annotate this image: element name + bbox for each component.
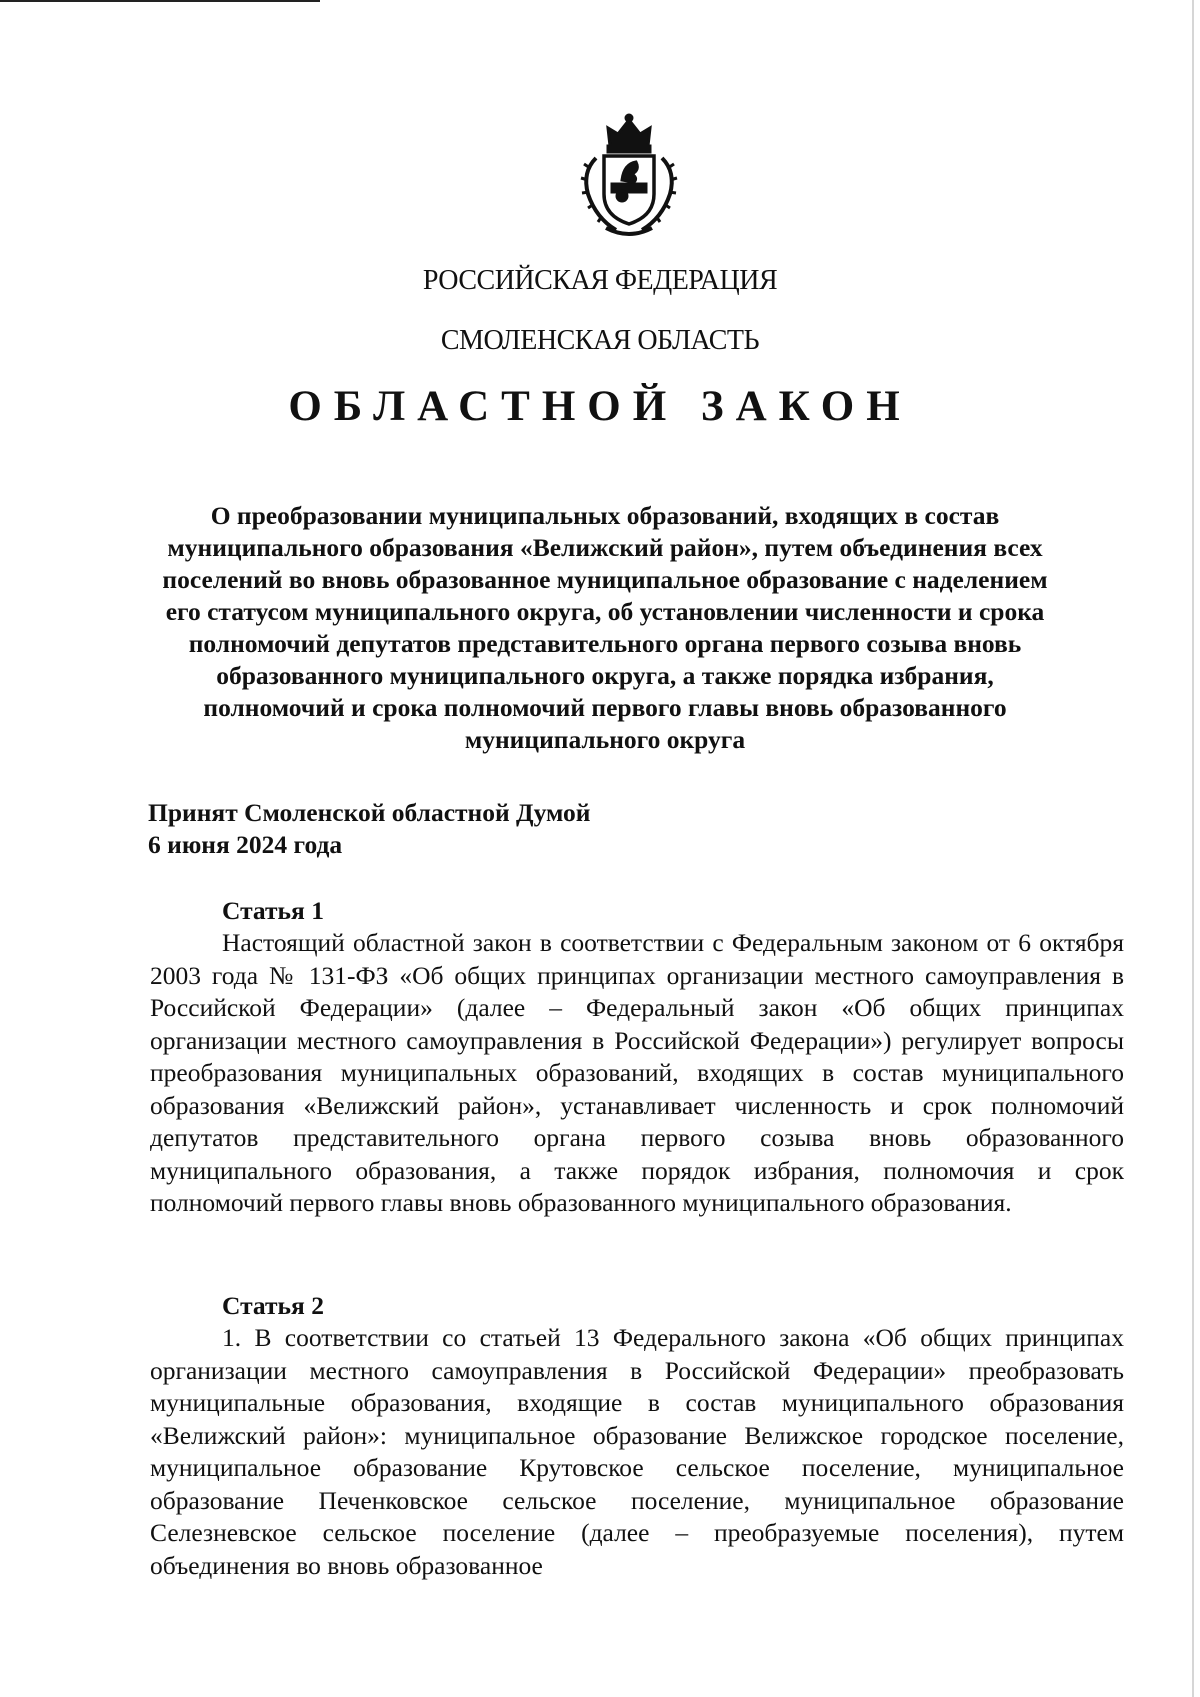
adopted-date: 6 июня 2024 года	[148, 830, 343, 859]
adopted-by: Принят Смоленской областной Думой	[148, 798, 591, 827]
document-type-title: ОБЛАСТНОЙ ЗАКОН	[288, 383, 912, 430]
law-title: О преобразовании муниципальных образований, входящих в состав муниципального образования «Велижский район», путем объединения всех поселений во вновь образованное муниципальное образование с наделением его статусом муниципального округа, об установлении численности и срока полномочий депутатов представительного органа первого созыва вновь образованного муниципального округа, а также порядка избрания, полномочий и срока полномочий первого главы вновь образованного муниципального округа	[162, 501, 1048, 754]
scan-edge-line	[0, 0, 320, 2]
article-text: 1. В соответствии со статьей 13 Федерального закона «Об общих принципах организации местного самоуправления в Российской Федерации» преобразовать муниципальные образования, входящие в состав муниципального образования «Велижский район»: муниципальное образование Велижское городское поселение, муниципальное образование Крутовское сельское поселение, муниципальное образование Печенковское сельское поселение, муниципальное образование Селезневское сельское поселение (далее – преобразуемые поселения), путем объединения во вновь образованное	[150, 1323, 1124, 1580]
article-heading: Статья 2	[222, 1291, 324, 1320]
article-text: Настоящий областной закон в соответствии с Федеральным законом от 6 октября 2003 года № 131-ФЗ «Об общих принципах организации местного самоуправления в Российской Федерации» (далее – Федеральный закон «Об общих принципах организации местного самоуправления в Российской Федерации») регулирует вопросы преобразования муниципальных образований, входящих в состав муниципального образования «Велижский район», устанавливает численность и срок полномочий депутатов представительного органа первого созыва вновь образованного муниципального образования, а также порядок избрания, полномочия и срок полномочий первого главы вновь образованного муниципального образования.	[150, 928, 1124, 1217]
region-name: СМОЛЕНСКАЯ ОБЛАСТЬ	[440, 325, 760, 356]
scan-margin-line	[1192, 0, 1194, 1697]
article-heading: Статья 1	[222, 896, 324, 925]
coat-of-arms-icon	[566, 112, 692, 242]
adoption-block	[148, 797, 590, 861]
country-name: РОССИЙСКАЯ ФЕДЕРАЦИЯ	[422, 265, 778, 296]
article-2	[150, 1290, 1124, 1582]
article-1	[150, 895, 1124, 1220]
